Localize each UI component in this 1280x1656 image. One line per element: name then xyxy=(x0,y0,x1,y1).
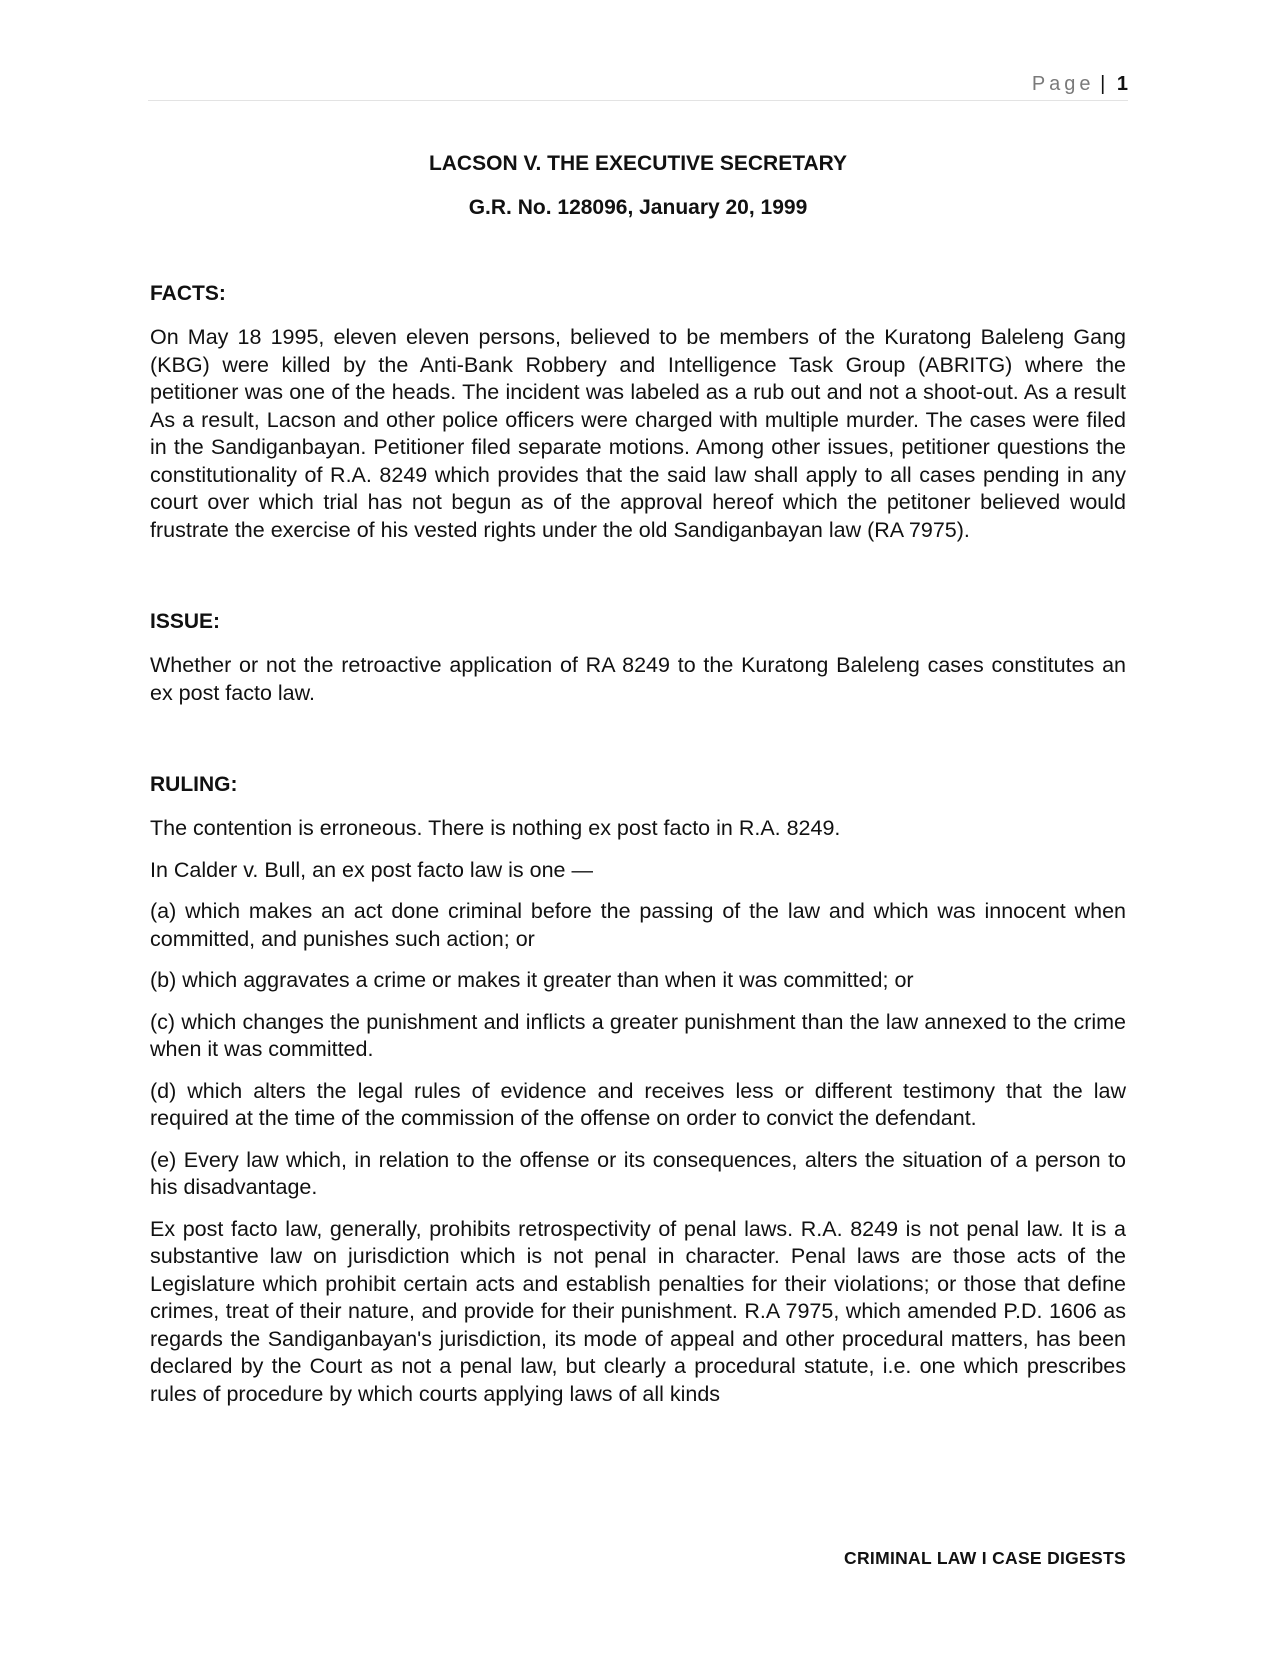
ruling-paragraph: (d) which alters the legal rules of evidence and receives less or different testimony that the law required at the time of the commission of the offense on order to convict the defendant. xyxy=(150,1078,1126,1130)
page-separator: | xyxy=(1100,73,1106,95)
ruling-paragraph: The contention is erroneous. There is nothing ex post facto in R.A. 8249. xyxy=(150,816,841,840)
footer-title: CRIMINAL LAW I CASE DIGESTS xyxy=(844,1548,1126,1568)
ruling-heading: RULING: xyxy=(150,773,238,796)
page-number: 1 xyxy=(1116,73,1128,95)
facts-heading: FACTS: xyxy=(150,282,226,305)
case-title-block xyxy=(148,150,1128,238)
facts-text: On May 18 1995, eleven eleven persons, believed to be members of the Kuratong Baleleng Gang (KBG) were killed by the Anti-Bank Robbery and Intelligence Task Group (ABRITG) where the petitioner was one of the heads. The incident was labeled as a rub out and not a shoot-out. As a result As a result, Lacson and other police officers were charged with multiple murder. The cases were filed in the Sandiganbayan. Petitioner filed separate motions. Among other issues, petitioner questions the constitutionality of R.A. 8249 which provides that the said law shall apply to all cases pending in any court over which trial has not begun as of the approval hereof which the petitoner believed would frustrate the exercise of his vested rights under the old Sandiganbayan law (RA 7975). xyxy=(150,325,1126,542)
ruling-paragraph: (a) which makes an act done criminal before the passing of the law and which was innocent when committed, and punishes such action; or xyxy=(150,899,1126,951)
issue-heading: ISSUE: xyxy=(150,610,221,633)
ruling-paragraph: (e) Every law which, in relation to the offense or its consequences, alters the situation of a person to his disadvantage. xyxy=(150,1147,1126,1199)
case-name: LACSON V. THE EXECUTIVE SECRETARY xyxy=(428,152,848,175)
issue-text: Whether or not the retroactive application of RA 8249 to the Kuratong Baleleng cases constitutes an ex post facto law. xyxy=(150,653,1126,705)
ruling-paragraph: Ex post facto law, generally, prohibits retrospectivity of penal laws. R.A. 8249 is not penal law. It is a substantive law on jurisdiction which is not penal in character. Penal laws are those acts of the Legislature which prohibit certain acts and establish penalties for their violations; or those that define crimes, treat of their nature, and provide for their punishment. R.A 7975, which amended P.D. 1606 as regards the Sandiganbayan's jurisdiction, its mode of appeal and other procedural matters, has been declared by the Court as not a penal law, but clearly a procedural statute, i.e. one which prescribes rules of procedure by which courts applying laws of all kinds xyxy=(150,1216,1126,1406)
ruling-paragraph: In Calder v. Bull, an ex post facto law is one — xyxy=(150,857,593,882)
document-body xyxy=(150,280,1126,1422)
page-label: Page xyxy=(1031,73,1095,95)
page-header xyxy=(148,72,1128,101)
ruling-paragraph: (c) which changes the punishment and inflicts a greater punishment than the law annexed to the crime when it was committed. xyxy=(150,1009,1126,1061)
ruling-paragraph: (b) which aggravates a crime or makes it greater than when it was committed; or xyxy=(150,968,914,992)
case-reference: G.R. No. 128096, January 20, 1999 xyxy=(468,196,808,219)
